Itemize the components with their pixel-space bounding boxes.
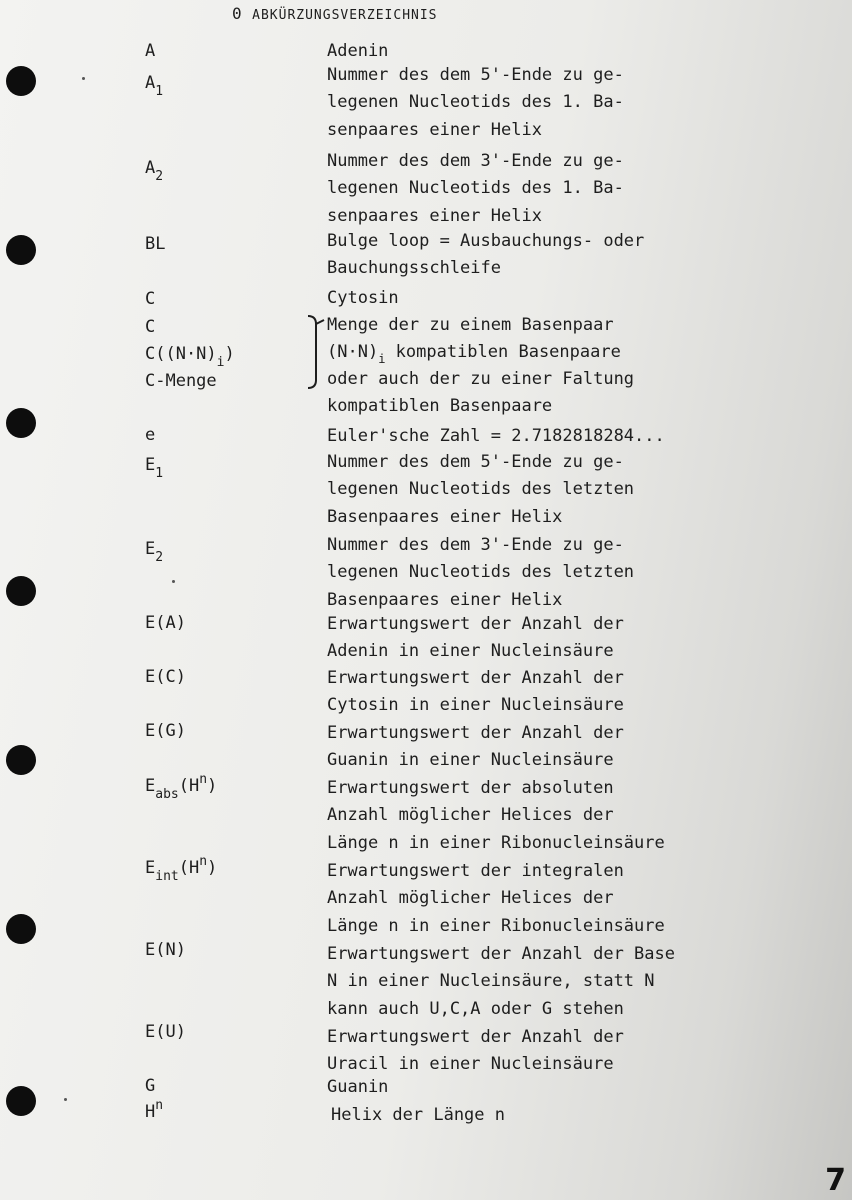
abbreviation-term: $C((N\cdot N)_i)$ [145, 344, 235, 370]
abbreviation-definition-line: Guanin in einer Nucleinsäure [327, 750, 614, 771]
abbreviation-term: $E_1$ [145, 455, 164, 481]
abbreviation-term: E(A) [145, 613, 186, 633]
abbreviation-definition-line: kann auch U,C,A oder G stehen [327, 998, 624, 1019]
abbreviation-definition-line: Guanin [327, 1077, 389, 1097]
section-number: 0 [232, 4, 243, 23]
abbreviation-definition-line: Erwartungswert der Anzahl der [327, 668, 624, 688]
section-heading [232, 4, 438, 23]
abbreviation-definition-line: senpaares einer Helix [327, 119, 542, 140]
binder-hole [6, 1086, 36, 1116]
cset-definition-line: $(N\cdot N)_i$ kompatiblen Basenpaare [327, 342, 621, 366]
abbreviation-definition-line: Erwartungswert der integralen [327, 861, 624, 881]
grouping-bracket-icon [298, 312, 326, 392]
abbreviation-term: C [145, 289, 156, 309]
abbreviation-definition-line: N in einer Nucleinsäure, statt N [327, 971, 655, 992]
abbreviation-definition-line: Basenpaares einer Helix [327, 589, 563, 610]
abbreviation-definition-line: Bauchungsschleife [327, 258, 501, 279]
abbreviation-definition-line: Länge n in einer Ribonucleinsäure [327, 832, 665, 853]
abbreviation-term: C-Menge [145, 371, 217, 391]
abbreviation-definition-line: Cytosin in einer Nucleinsäure [327, 695, 624, 716]
abbreviation-definition-line: Anzahl möglicher Helices der [327, 888, 614, 909]
abbreviation-term: E(C) [145, 667, 186, 687]
abbreviation-term: $H^n$ [145, 1098, 164, 1122]
abbreviation-definition-line: legenen Nucleotids des 1. Ba- [327, 92, 624, 113]
abbreviation-definition-line: Anzahl möglicher Helices der [327, 805, 614, 826]
abbreviation-definition-line: Erwartungswert der Anzahl der [327, 614, 624, 634]
abbreviation-definition-line: legenen Nucleotids des letzten [327, 562, 635, 583]
abbreviation-term: $E_2$ [145, 539, 164, 565]
abbreviation-definition-line: Bulge loop = Ausbauchungs- oder [327, 231, 645, 251]
abbreviation-definition-line: Erwartungswert der Anzahl der Base [327, 944, 675, 964]
abbreviation-term: E(U) [145, 1022, 186, 1042]
abbreviation-term: BL [145, 234, 166, 254]
dust-speck [82, 77, 85, 80]
abbreviation-definition-line: Helix der Länge n [331, 1105, 505, 1125]
abbreviation-definition-line: Länge n in einer Ribonucleinsäure [327, 915, 665, 936]
abbreviation-definition-line: Uracil in einer Nucleinsäure [327, 1054, 614, 1075]
abbreviation-definition-line: legenen Nucleotids des 1. Ba- [327, 178, 624, 199]
binder-hole [6, 576, 36, 606]
abbreviation-term: $E_{abs}(H^n)$ [145, 772, 218, 802]
cset-definition-line: Menge der zu einem Basenpaar [327, 315, 614, 335]
abbreviation-definition-line: Euler'sche Zahl = 2.7182818284... [327, 426, 665, 446]
binder-hole [6, 408, 36, 438]
cset-definition-line: oder auch der zu einer Faltung [327, 369, 635, 389]
abbreviation-definition-line: Erwartungswert der absoluten [327, 778, 614, 798]
abbreviation-term: E(G) [145, 721, 186, 741]
abbreviation-definition-line: Erwartungswert der Anzahl der [327, 723, 624, 743]
binder-hole [6, 235, 36, 265]
abbreviation-definition-line: legenen Nucleotids des letzten [327, 479, 635, 500]
cset-definition-line: kompatiblen Basenpaare [327, 396, 553, 416]
abbreviation-definition-line: Erwartungswert der Anzahl der [327, 1027, 624, 1047]
abbreviation-definition-line: Adenin in einer Nucleinsäure [327, 641, 614, 662]
abbreviation-definition-line: senpaares einer Helix [327, 205, 542, 226]
abbreviation-term: G [145, 1076, 156, 1096]
abbreviation-definition-line: Adenin [327, 41, 389, 61]
dust-speck [172, 580, 175, 583]
abbreviation-term: $E_{int}(H^n)$ [145, 854, 218, 884]
abbreviation-term: E(N) [145, 940, 186, 960]
binder-hole [6, 914, 36, 944]
abbreviation-definition-line: Cytosin [327, 288, 399, 308]
abbreviation-term: $A_2$ [145, 158, 164, 184]
abbreviation-definition-line: Nummer des dem 3'-Ende zu ge- [327, 535, 624, 555]
abbreviation-term: A [145, 41, 156, 61]
abbreviation-definition-line: Nummer des dem 5'-Ende zu ge- [327, 452, 624, 472]
binder-hole [6, 66, 36, 96]
abbreviation-term: C [145, 317, 156, 337]
abbreviation-term: $A_1$ [145, 73, 164, 99]
binder-hole [6, 745, 36, 775]
abbreviation-term: e [145, 425, 156, 445]
page-number: 7 [825, 1163, 846, 1198]
section-title: ABKÜRZUNGSVERZEICHNIS [252, 8, 438, 23]
abbreviation-definition-line: Nummer des dem 5'-Ende zu ge- [327, 65, 624, 85]
abbreviation-definition-line: Nummer des dem 3'-Ende zu ge- [327, 151, 624, 171]
dust-speck [64, 1098, 67, 1101]
abbreviation-definition-line: Basenpaares einer Helix [327, 506, 563, 527]
